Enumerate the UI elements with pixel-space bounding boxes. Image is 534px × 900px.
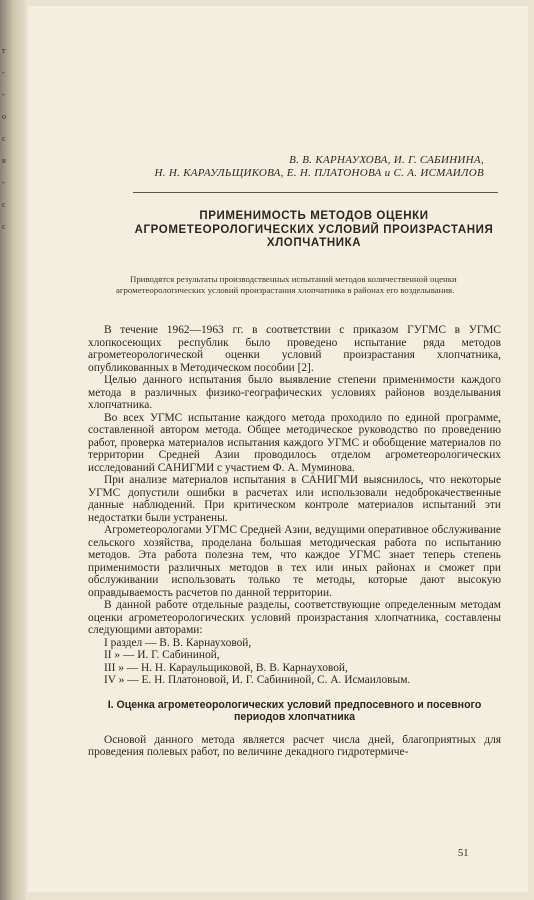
- article-title: ПРИМЕНИМОСТЬ МЕТОДОВ ОЦЕНКИ АГРОМЕТЕОРОЛОГИЧЕСКИХ УСЛОВИЙ ПРОИЗРАСТАНИЯ ХЛОПЧАТНИКА: [134, 210, 494, 249]
- document-page: [28, 6, 528, 892]
- spine-letter: с: [2, 222, 6, 231]
- section-author-item: II » — И. Г. Сабининой,: [104, 649, 220, 661]
- author-line: Н. Н. КАРАУЛЬЩИКОВА, Е. Н. ПЛАТОНОВА и С. А. ИСМАИЛОВ: [154, 167, 484, 179]
- spine-letter: в: [2, 156, 6, 165]
- author-block: [155, 154, 485, 180]
- book-spine: [0, 0, 26, 900]
- author-divider: [133, 192, 498, 193]
- body-paragraph: В течение 1962—1963 гг. в соответствии с приказом ГУГМС в УГМС хлопкосеющих республик было проведено испытание ряда методов агрометеорологической оценки условий произрастания хлопчатника, опубликованных в Методическом пособии [2].: [88, 324, 501, 374]
- body-paragraph: Целью данного испытания было выявление степени применимости каждого метода в различных физико-географических условиях районов возделывания хлопчатника.: [88, 374, 501, 411]
- section-author-item: IV » — Е. Н. Платоновой, И. Г. Сабининой, С. А. Исмаиловым.: [104, 674, 411, 686]
- spine-letter: о: [2, 112, 6, 121]
- spine-letter: с: [2, 134, 6, 143]
- body-paragraph: Основой данного метода является расчет числа дней, благоприятных для проведения полевых работ, по величине декадного гидротермиче-: [88, 733, 501, 758]
- section-authors-list: [88, 637, 501, 687]
- spine-letter: -: [2, 90, 5, 99]
- article-body: [88, 324, 501, 759]
- spine-letter: с: [2, 200, 6, 209]
- spine-letter: т: [2, 46, 6, 55]
- body-paragraph: При анализе материалов испытания в САНИГМИ выяснилось, что некоторые УГМС допустили ошибки в расчетах или использовали недоброкачественные данные наблюдений. При критическом контроле материалов испытаний эти недостатки были устранены.: [88, 474, 501, 524]
- article-abstract: Приводятся результаты производственных испытаний методов количественной оценки агрометеорологических условий произрастания хлопчатника в районах его возделывания.: [116, 274, 457, 295]
- body-paragraph: Агрометеорологами УГМС Средней Азии, ведущими оперативное обслуживание сельского хозяйства, проделана большая методическая работа по испытанию методов. Эта работа полезна тем, что каждое УГМС знает теперь степень применимости различных методов в тех или иных районах и сможет при обслуживании использовать только те методы, которые дают высокую оправдываемость расчетов по данной территории.: [88, 524, 501, 599]
- section-author-item: I раздел — В. В. Карнауховой,: [104, 636, 252, 649]
- section-author-item: III » — Н. Н. Караульщиковой, В. В. Карнауховой,: [104, 661, 348, 674]
- body-paragraph: В данной работе отдельные разделы, соответствующие определенным методам оценки агрометеорологических условий произрастания хлопчатника, составлены следующими авторами:: [88, 599, 501, 636]
- spine-letter: -: [2, 178, 5, 187]
- author-line: В. В. КАРНАУХОВА, И. Г. САБИНИНА,: [289, 154, 484, 166]
- spine-text-fragments: [2, 40, 14, 238]
- body-paragraph: Во всех УГМС испытание каждого метода проходило по единой программе, составленной автором метода. Общее методическое руководство по проведению работ, проверка материалов испытания каждого УГМС и обобщение материалов по территории Средней Азии проводилось отделом агрометеорологических исследований САНИГМИ с участием Ф. А. Муминова.: [88, 411, 501, 474]
- spine-letter: -: [2, 68, 5, 77]
- section-heading: I. Оценка агрометеорологических условий предпосевного и посевного периодов хлопчатника: [107, 698, 482, 723]
- page-number: 51: [458, 848, 469, 859]
